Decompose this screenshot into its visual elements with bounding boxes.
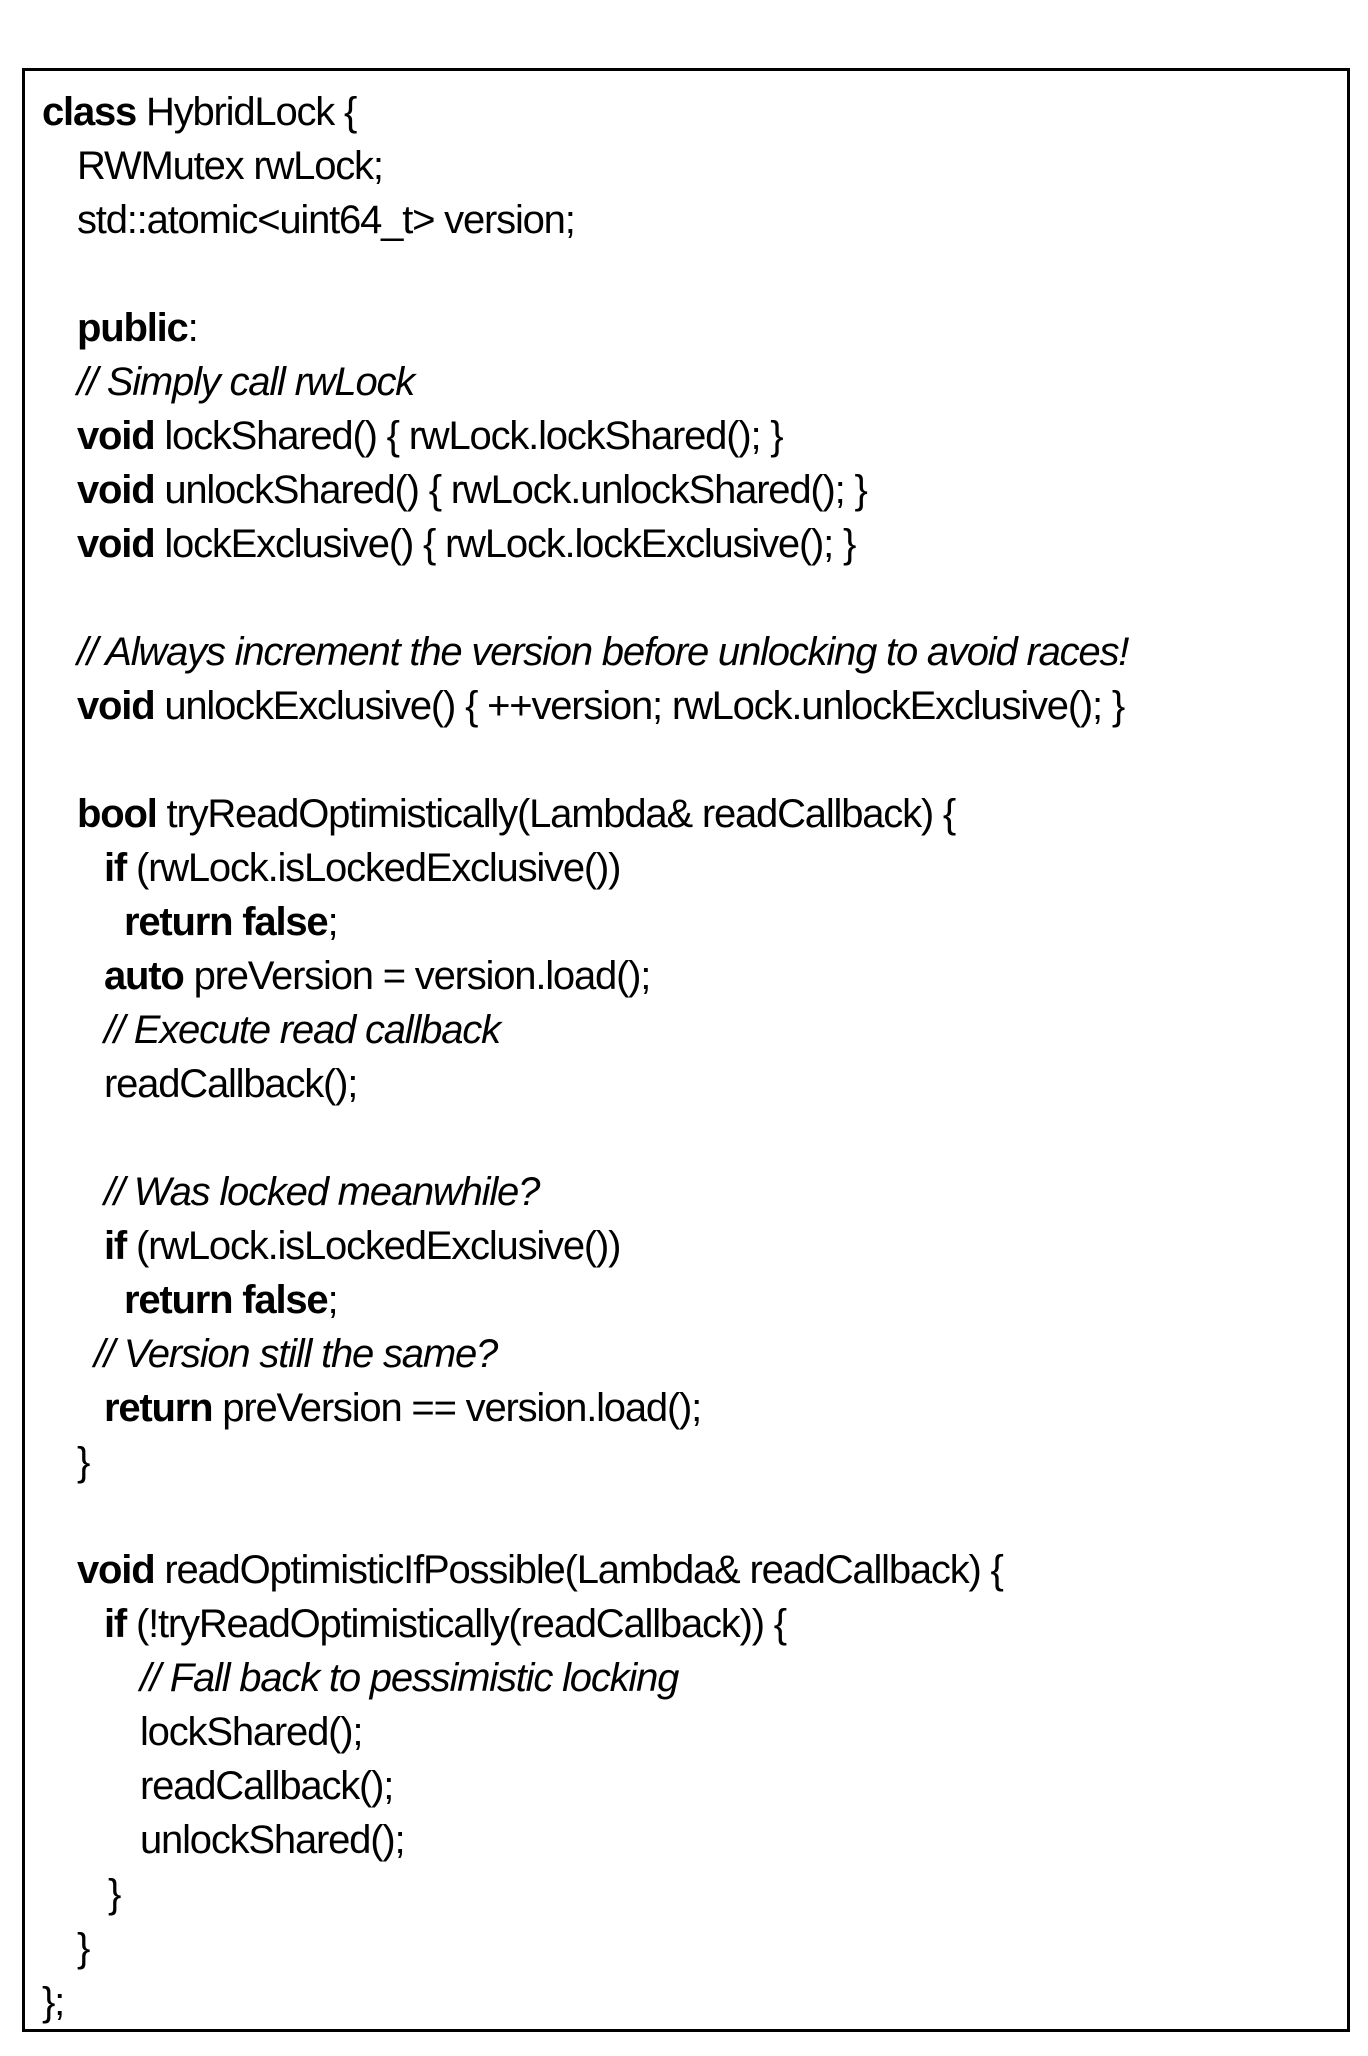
code-text: :: [187, 306, 198, 350]
code-line: [42, 1543, 1339, 1597]
code-keyword: auto: [104, 954, 194, 998]
code-line: [42, 1165, 1339, 1219]
code-line: [42, 733, 1339, 787]
code-line: [42, 1003, 1339, 1057]
code-line: [42, 139, 1339, 193]
code-line: [42, 355, 1339, 409]
code-line: [42, 625, 1339, 679]
code-comment: // Execute read callback: [104, 1008, 500, 1052]
code-line: [42, 1057, 1339, 1111]
code-line: [42, 517, 1339, 571]
code-comment: // Was locked meanwhile?: [104, 1170, 540, 1214]
code-comment: // Version still the same?: [94, 1332, 498, 1376]
code-text: preVersion = version.load();: [193, 954, 651, 998]
code-line: [42, 1111, 1339, 1165]
code-keyword: if: [104, 1224, 136, 1268]
code-line: [42, 1489, 1339, 1543]
code-line: [42, 1705, 1339, 1759]
code-text: std::atomic<uint64_t> version;: [77, 198, 575, 242]
code-line: [42, 1651, 1339, 1705]
code-text: }: [77, 1440, 90, 1484]
code-line: [42, 895, 1339, 949]
code-comment: // Fall back to pessimistic locking: [140, 1656, 679, 1700]
code-text: readOptimisticIfPossible(Lambda& readCallback) {: [164, 1548, 1003, 1592]
code-text: unlockShared() { rwLock.unlockShared(); }: [164, 468, 867, 512]
code-line: [42, 1327, 1339, 1381]
code-line: [42, 1813, 1339, 1867]
code-text: HybridLock {: [146, 90, 357, 134]
code-line: [42, 787, 1339, 841]
code-line: [42, 1867, 1339, 1921]
code-text: };: [42, 1980, 65, 2024]
code-text: }: [108, 1872, 121, 1916]
code-block: [25, 71, 1347, 2029]
code-line: [42, 1273, 1339, 1327]
code-keyword: void: [77, 468, 165, 512]
code-text: ;: [327, 1278, 338, 1322]
code-text: lockExclusive() { rwLock.lockExclusive(); }: [164, 522, 856, 566]
code-keyword: return: [104, 1386, 223, 1430]
code-keyword: class: [42, 90, 147, 134]
code-line: [42, 409, 1339, 463]
code-keyword: bool: [77, 792, 167, 836]
code-keyword: if: [104, 1602, 136, 1646]
code-keyword: void: [77, 522, 165, 566]
code-keyword: void: [77, 414, 165, 458]
code-line: [42, 679, 1339, 733]
code-comment: // Always increment the version before unlocking to avoid races!: [77, 630, 1129, 674]
code-text: readCallback();: [104, 1062, 358, 1106]
code-text: lockShared() { rwLock.lockShared(); }: [164, 414, 783, 458]
code-text: preVersion == version.load();: [222, 1386, 702, 1430]
code-line: [42, 301, 1339, 355]
code-text: unlockExclusive() { ++version; rwLock.unlockExclusive(); }: [164, 684, 1125, 728]
code-text: ;: [327, 900, 338, 944]
listing-box: [22, 68, 1350, 2032]
code-line: [42, 841, 1339, 895]
code-text: }: [77, 1926, 90, 1970]
code-keyword: if: [104, 846, 136, 890]
code-line: [42, 85, 1339, 139]
code-line: [42, 463, 1339, 517]
code-text: tryReadOptimistically(Lambda& readCallback) {: [166, 792, 956, 836]
code-keyword: public: [77, 306, 188, 350]
code-line: [42, 1597, 1339, 1651]
code-line: [42, 1219, 1339, 1273]
code-line: [42, 1975, 1339, 2029]
code-comment: // Simply call rwLock: [77, 360, 415, 404]
code-keyword: return false: [124, 1278, 328, 1322]
code-line: [42, 193, 1339, 247]
code-text: RWMutex rwLock;: [77, 144, 383, 188]
code-line: [42, 571, 1339, 625]
code-line: [42, 247, 1339, 301]
code-line: [42, 1759, 1339, 1813]
code-line: [42, 1921, 1339, 1975]
code-keyword: return false: [124, 900, 328, 944]
code-line: [42, 949, 1339, 1003]
code-keyword: void: [77, 684, 165, 728]
code-text: (rwLock.isLockedExclusive()): [135, 1224, 621, 1268]
code-text: lockShared();: [140, 1710, 363, 1754]
code-text: (rwLock.isLockedExclusive()): [135, 846, 621, 890]
code-text: unlockShared();: [140, 1818, 405, 1862]
code-text: readCallback();: [140, 1764, 394, 1808]
code-line: [42, 1435, 1339, 1489]
code-text: (!tryReadOptimistically(readCallback)) {: [135, 1602, 786, 1646]
code-line: [42, 1381, 1339, 1435]
code-keyword: void: [77, 1548, 165, 1592]
